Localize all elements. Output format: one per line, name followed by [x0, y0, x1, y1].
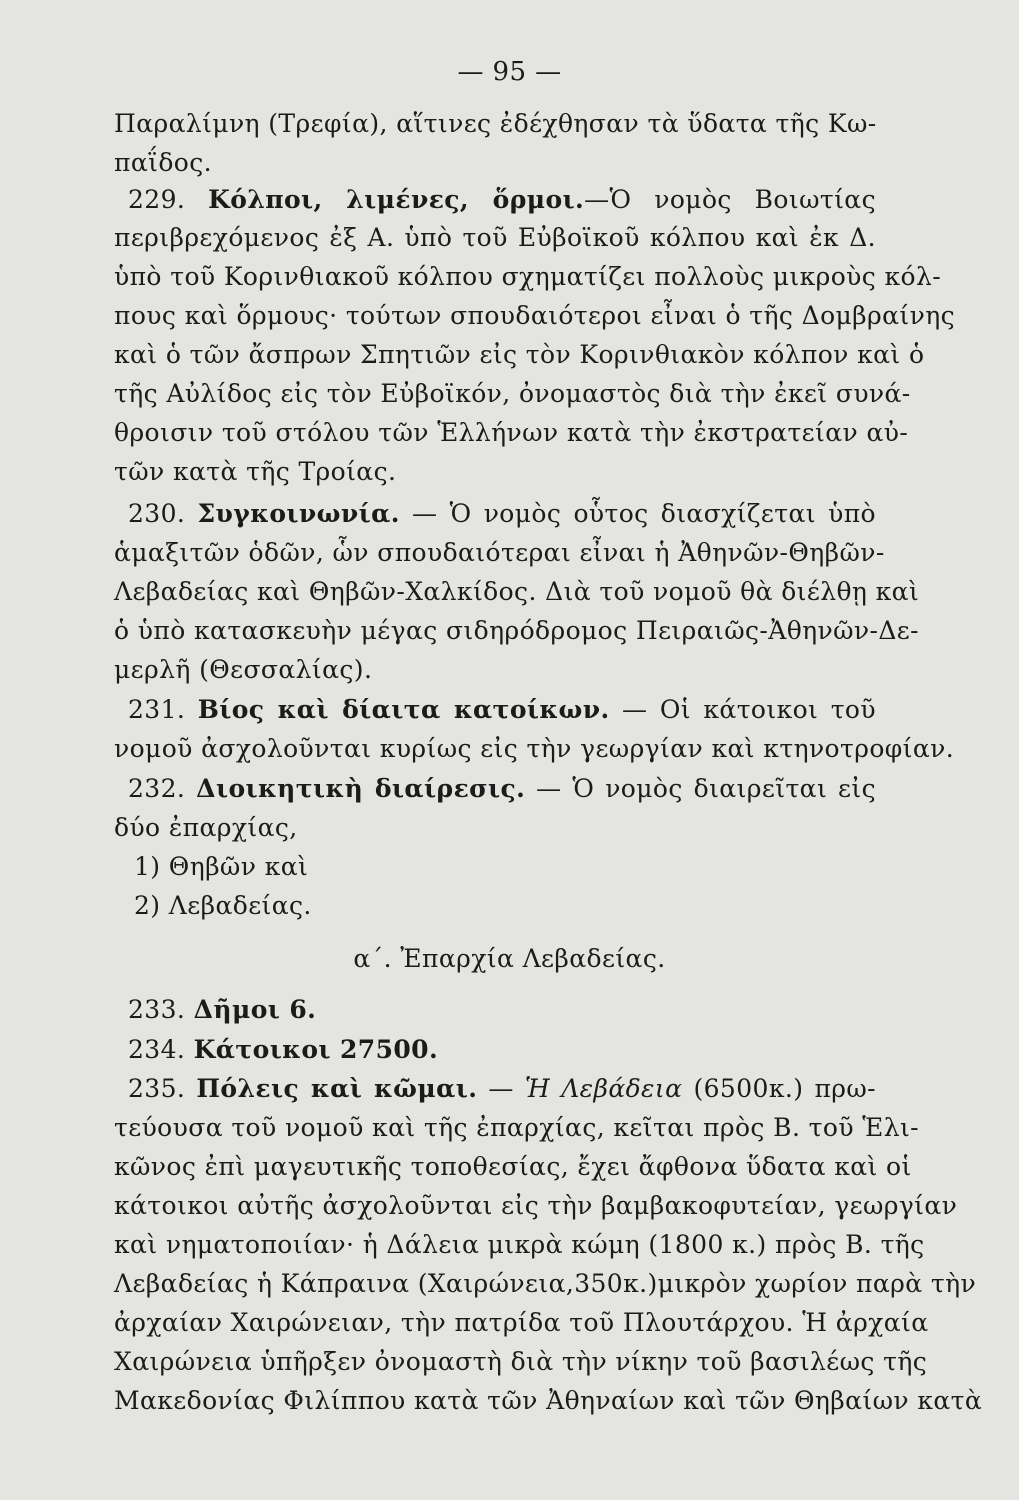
text-line: δύο ἐπαρχίας, — [114, 813, 298, 842]
text-span: — Ὁ νομὸς διαιρεῖται εἰς — [536, 774, 876, 803]
page-number: — 95 — — [457, 57, 562, 87]
section-title: Κόλποι, λιμένες, ὅρμοι. — [208, 185, 585, 214]
text-line: μερλῆ (Θεσσαλίας). — [114, 655, 373, 684]
text-line: ὑπὸ τοῦ Κορινθιακοῦ κόλπου σχηματίζει πολλοὺς μικροὺς κόλ- — [114, 262, 942, 291]
text-line: πους καὶ ὅρμους· τούτων σπουδαιότεροι εἶναι ὁ τῆς Δομβραίνης — [114, 301, 955, 330]
section-number: 231. — [128, 695, 186, 724]
section-231-heading — [128, 690, 876, 730]
section-title: Συγκοινωνία. — [197, 499, 400, 528]
text-span: — Οἱ κάτοικοι τοῦ — [622, 695, 876, 724]
text-line: νομοῦ ἀσχολοῦνται κυρίως εἰς τὴν γεωργίαν καὶ κτηνοτροφίαν. — [114, 734, 955, 763]
text-line: τεύουσα τοῦ νομοῦ καὶ τῆς ἐπαρχίας, κεῖται πρὸς Β. τοῦ Ἑλι- — [114, 1113, 919, 1142]
text-span: — Ὁ νομὸς οὗτος διασχίζεται ὑπὸ — [412, 499, 877, 528]
section-number: 234. — [128, 1035, 186, 1064]
section-title: Πόλεις καὶ κῶμαι. — [196, 1074, 478, 1103]
city-name: Ἡ Λεβάδεια — [524, 1074, 683, 1103]
section-number: 233. — [128, 995, 186, 1024]
section-230-heading — [128, 494, 876, 534]
text-line: ἁμαξιτῶν ὁδῶν, ὧν σπουδαιότεραι εἶναι ἡ Ἀθηνῶν-Θηβῶν- — [114, 538, 885, 567]
text-line: ὁ ὑπὸ κατασκευὴν μέγας σιδηρόδρομος Πειραιῶς-Ἀθηνῶν-Δε- — [114, 616, 920, 645]
text-line: θροισιν τοῦ στόλου τῶν Ἑλλήνων κατὰ τὴν ἐκστρατείαν αὐ- — [114, 418, 909, 447]
text-line: καὶ ὁ τῶν ἄσπρων Σπητιῶν εἰς τὸν Κορινθιακὸν κόλπον καὶ ὁ — [114, 340, 925, 369]
subheading: α΄. Ἐπαρχία Λεβαδείας. — [353, 944, 666, 973]
text-line: κῶνος ἐπὶ μαγευτικῆς τοποθεσίας, ἔχει ἄφθονα ὕδατα καὶ οἱ — [114, 1152, 912, 1181]
text-line: Μακεδονίας Φιλίππου κατὰ τῶν Ἀθηναίων καὶ τῶν Θηβαίων κατὰ — [114, 1386, 983, 1415]
text-line: παΐδος. — [114, 148, 212, 177]
text-line: Χαιρώνεια ὑπῆρξεν ὀνομαστὴ διὰ τὴν νίκην τοῦ βασιλέως τῆς — [114, 1347, 928, 1376]
section-233 — [128, 990, 876, 1030]
text-line: τῶν κατὰ τῆς Τροίας. — [114, 457, 397, 486]
text-span: — — [488, 1074, 514, 1103]
text-line: Λεβαδείας καὶ Θηβῶν-Χαλκίδος. Διὰ τοῦ νομοῦ θὰ διέλθῃ καὶ — [114, 577, 920, 606]
text-line: Λεβαδείας ἡ Κάπραινα (Χαιρώνεια,350κ.)μικρὸν χωρίον παρὰ τὴν — [114, 1269, 977, 1298]
section-title: Διοικητικὴ διαίρεσις. — [196, 774, 526, 803]
section-title: Κάτοικοι 27500. — [193, 1035, 439, 1064]
section-title: Βίος καὶ δίαιτα κατοίκων. — [197, 695, 610, 724]
section-229-heading — [128, 180, 876, 220]
section-number: 232. — [128, 774, 186, 803]
section-232-heading — [128, 769, 876, 809]
section-title: Δῆμοι 6. — [193, 995, 317, 1024]
text-span: —Ὁ νομὸς Βοιωτίας — [584, 185, 876, 214]
text-line: κάτοικοι αὐτῆς ἀσχολοῦνται εἰς τὴν βαμβακοφυτείαν, γεωργίαν — [114, 1191, 958, 1220]
text-line: καὶ νηματοποιίαν· ἡ Δάλεια μικρὰ κώμη (1800 κ.) πρὸς Β. τῆς — [114, 1230, 925, 1259]
section-235-heading — [128, 1069, 876, 1109]
text-line: τῆς Αὐλίδος εἰς τὸν Εὐβοϊκόν, ὀνομαστὸς διὰ τὴν ἐκεῖ συνά- — [114, 379, 911, 408]
text-line: περιβρεχόμενος ἐξ Α. ὑπὸ τοῦ Εὐβοϊκοῦ κόλπου καὶ ἐκ Δ. — [114, 223, 876, 252]
section-number: 229. — [128, 185, 186, 214]
section-234 — [128, 1030, 876, 1070]
text-line: ἀρχαίαν Χαιρώνειαν, τὴν πατρίδα τοῦ Πλουτάρχου. Ἡ ἀρχαία — [114, 1308, 929, 1337]
text-span: (6500κ.) πρω- — [693, 1074, 877, 1103]
list-item: 2) Λεβαδείας. — [134, 891, 312, 920]
text-line: Παραλίμνη (Τρεφία), αἵτινες ἐδέχθησαν τὰ ὕδατα τῆς Κω- — [114, 109, 877, 138]
section-number: 230. — [128, 499, 186, 528]
list-item: 1) Θηβῶν καὶ — [134, 852, 309, 881]
section-number: 235. — [128, 1074, 186, 1103]
